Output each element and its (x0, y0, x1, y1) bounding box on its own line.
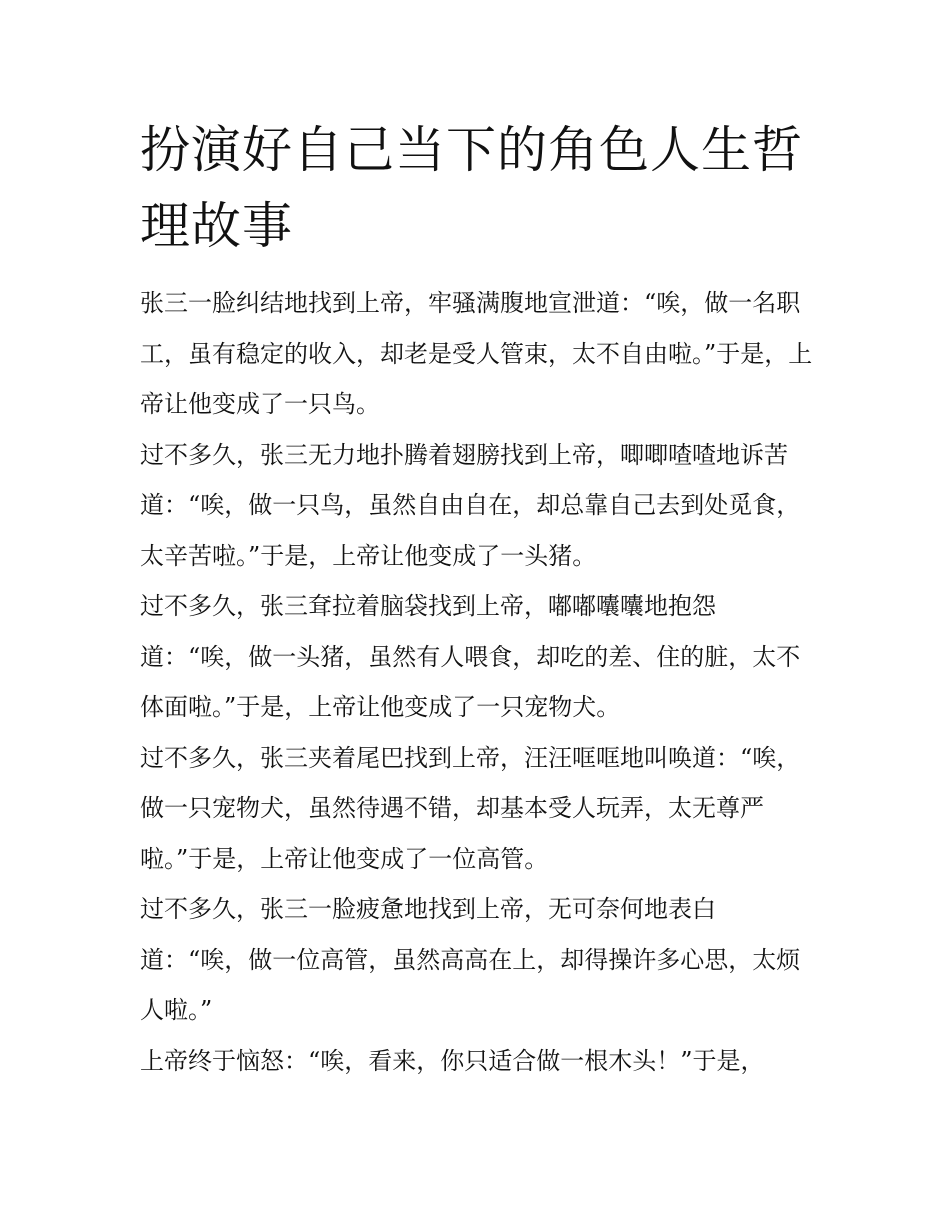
paragraph: 过不多久，张三无力地扑腾着翅膀找到上帝，唧唧喳喳地诉苦道：“唉，做一只鸟，虽然自由自在，却总靠自己去到处觅食，太辛苦啦。”于是，上帝让他变成了一头猪。 (140, 440, 801, 570)
document-body (140, 278, 820, 1086)
paragraph: 上帝终于恼怒：“唉，看来，你只适合做一根木头！”于是， (140, 1046, 765, 1075)
paragraph: 过不多久，张三耷拉着脑袋找到上帝，嘟嘟囔囔地抱怨道：“唉，做一头猪，虽然有人喂食，却吃的差、住的脏，太不体面啦。”于是，上帝让他变成了一只宠物犬。 (140, 592, 801, 721)
paragraph: 过不多久，张三夹着尾巴找到上帝，汪汪哐哐地叫唤道：“唉，做一只宠物犬，虽然待遇不错，却基本受人玩弄，太无尊严啦。”于是，上帝让他变成了一位高管。 (140, 743, 801, 873)
document-title: 扮演好自己当下的角色人生哲理故事 (140, 121, 803, 255)
paragraph: 张三一脸纠结地找到上帝，牢骚满腹地宣泄道：“唉，做一名职工，虽有稳定的收入，却老是受人管束，太不自由啦。”于是，上帝让他变成了一只鸟。 (140, 289, 813, 418)
paragraph: 过不多久，张三一脸疲惫地找到上帝，无可奈何地表白道：“唉，做一位高管，虽然高高在上，却得操许多心思，太烦人啦。” (140, 895, 801, 1024)
